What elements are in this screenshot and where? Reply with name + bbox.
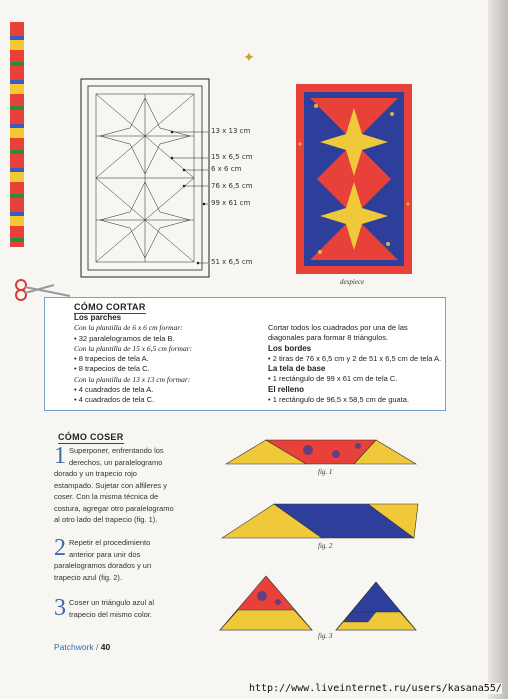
quilt-illustration — [296, 84, 412, 274]
bordes-item: • 2 tiras de 76 x 6,5 cm y 2 de 51 x 6,5 cm de tela A. — [268, 353, 442, 363]
plantilla-15-note: Con la plantilla de 15 x 6,5 cm formar: — [74, 343, 193, 353]
dim-label-6x6: 6 x 6 cm — [211, 165, 242, 173]
diagonal-note-line: diagonales para formar 8 triángulos. — [268, 333, 389, 343]
sewing-figures — [218, 438, 458, 643]
dim-label-76x65: 76 x 6,5 cm — [211, 182, 253, 190]
fig-1-label: fig. 1 — [318, 468, 333, 476]
cut-item: • 8 trapecios de tela C. — [74, 364, 150, 374]
step-line: coser. Con la misma técnica de — [54, 492, 159, 501]
page-number: 40 — [100, 642, 111, 652]
sewing-title: CÓMO COSER — [58, 432, 124, 442]
step-number: 3 — [54, 595, 66, 621]
fig-3-label: fig. 3 — [318, 632, 333, 640]
step-line: trapecio del mismo color. — [69, 609, 152, 619]
footer-section: Patchwork — [54, 642, 94, 652]
cut-item: • 4 cuadrados de tela C. — [74, 395, 155, 405]
quilt-photo — [296, 84, 412, 274]
dim-label-15x65: 15 x 6,5 cm — [211, 153, 253, 161]
watermark-url: http://www.liveinternet.ru/users/kasana55/ — [249, 683, 502, 694]
cutting-column-left — [74, 313, 192, 406]
quilt-caption: despiece — [340, 278, 365, 286]
base-item: • 1 rectángulo de 99 x 61 cm de tela C. — [268, 374, 398, 384]
cut-item: • 32 paralelogramos de tela B. — [74, 333, 175, 343]
step-line: trapecio azul (fig. 2). — [54, 572, 122, 582]
quilt-diagram-drawing — [80, 78, 210, 278]
fig-2-label: fig. 2 — [318, 542, 333, 550]
base-heading: La tela de base — [268, 364, 326, 374]
step-line: paralelogramos dorados y un — [54, 561, 152, 570]
relleno-heading: El relleno — [268, 384, 305, 394]
decorative-fabric-strip — [10, 22, 24, 247]
step-line: dorado y un trapecio rojo — [54, 469, 137, 478]
step-line: anterior para unir dos — [69, 549, 141, 559]
step-line: al otro lado del trapecio (fig. 1). — [54, 515, 158, 524]
star-ornament-icon: ✦ — [243, 49, 255, 65]
step-line: Repetir el procedimiento — [69, 538, 151, 547]
footer-separator: / — [93, 642, 101, 652]
quilt-diagram — [80, 78, 253, 283]
sewing-step-1 — [54, 445, 204, 526]
parches-heading: Los parches — [74, 313, 122, 322]
step-line: estampado. Sujetar con alfileres y — [54, 480, 167, 490]
relleno-item: • 1 rectángulo de 96,5 x 58,5 cm de guata. — [268, 395, 410, 405]
sewing-step-2 — [54, 537, 204, 583]
cut-item: • 4 cuadrados de tela A. — [74, 385, 154, 395]
step-line: Coser un triángulo azul al — [69, 598, 155, 607]
step-number: 2 — [54, 535, 66, 561]
cutting-column-right — [268, 323, 441, 405]
page-footer — [54, 642, 110, 652]
dim-label-99x61: 99 x 61 cm — [211, 199, 251, 207]
plantilla-6-note: Con la plantilla de 6 x 6 cm formar: — [74, 323, 183, 333]
sewing-figures-drawing — [218, 438, 458, 638]
step-number: 1 — [54, 443, 66, 469]
diagonal-note-line: Cortar todos los cuadrados por una de las — [268, 323, 408, 332]
sewing-step-3 — [54, 597, 204, 620]
step-line: Superponer, enfrentando los — [69, 446, 164, 455]
step-line: costura, agregar otro paralelogramo — [54, 503, 174, 513]
dim-label-13x13: 13 x 13 cm — [211, 127, 251, 135]
dim-label-51x65: 51 x 6,5 cm — [211, 258, 253, 266]
cut-item: • 8 trapecios de tela A. — [74, 354, 149, 364]
step-line: derechos, un paralelogramo — [69, 457, 163, 467]
bordes-heading: Los bordes — [268, 343, 312, 353]
plantilla-13-note: Con la plantilla de 13 x 13 cm formar: — [74, 374, 191, 384]
cutting-title: CÓMO CORTAR — [74, 302, 146, 312]
page-gutter-shadow — [488, 0, 508, 699]
